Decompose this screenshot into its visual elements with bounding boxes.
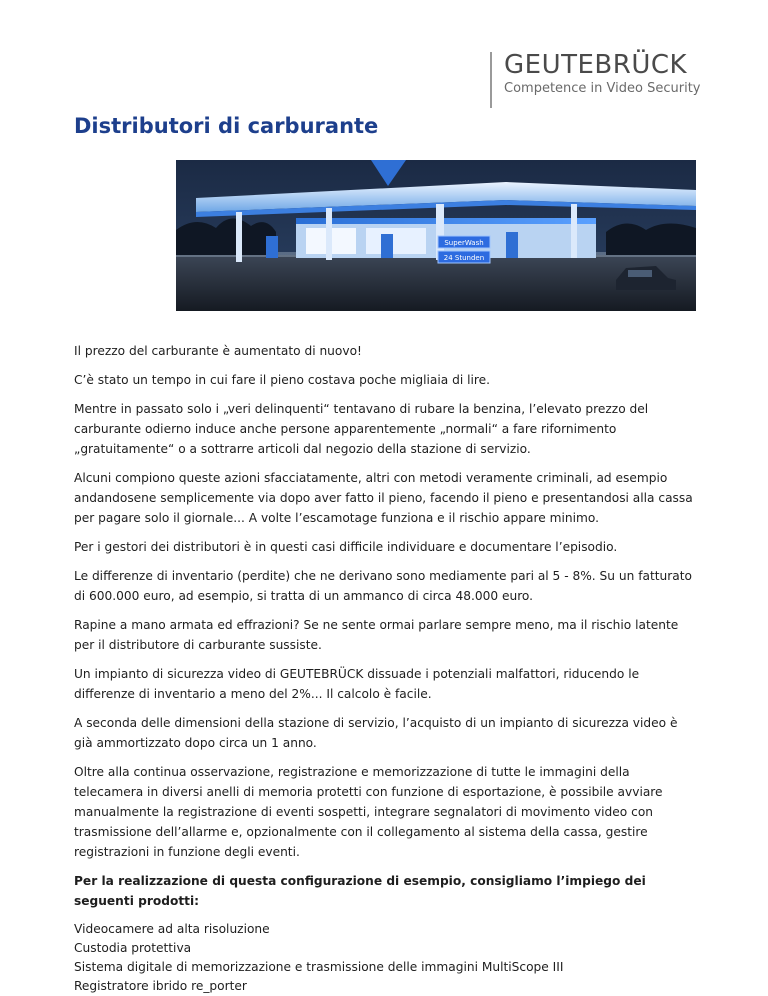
sign-24-stunden: 24 Stunden	[443, 254, 485, 262]
brand-logo	[490, 50, 730, 112]
paragraph: Rapine a mano armata ed effrazioni? Se ne sente ormai parlare sempre meno, ma il rischio latente per il distributore di carburante sussiste.	[74, 618, 679, 652]
paragraph: Un impianto di sicurezza video di GEUTEBRÜCK dissuade i potenziali malfattori, riducendo le differenze di inventario a meno del 2%... Il calcolo è facile.	[74, 667, 640, 701]
paragraph: Il prezzo del carburante è aumentato di nuovo!	[74, 344, 362, 358]
paragraph: Per i gestori dei distributori è in questi casi difficile individuare e documentare l’episodio.	[74, 540, 618, 554]
brand-name: GEUTEBRÜCK	[504, 50, 688, 80]
paragraph: Mentre in passato solo i „veri delinquenti“ tentavano di rubare la benzina, l’elevato prezzo del carburante odierno induce anche persone apparentemente „normali“ a fare rifornimento „gratuitamente“ o a sottrarre articoli dal negozio della stazione di servizio.	[74, 402, 649, 456]
logo-divider	[490, 52, 492, 108]
gas-station-photo	[176, 160, 696, 311]
brand-tagline: Competence in Video Security	[504, 81, 701, 96]
article-body	[74, 341, 696, 996]
product-item: Sistema digitale di memorizzazione e trasmissione delle immagini MultiScope III	[74, 960, 564, 974]
product-list	[74, 920, 696, 996]
paragraph: A seconda delle dimensioni della stazione di servizio, l’acquisto di un impianto di sicurezza video è già ammortizzato dopo circa un 1 anno.	[74, 716, 678, 750]
product-item: Registratore ibrido re_porter	[74, 979, 247, 993]
paragraph: Le differenze di inventario (perdite) che ne derivano sono mediamente pari al 5 - 8%. Su un fatturato di 600.000 euro, ad esempio, si tratta di un ammanco di circa 48.000 euro.	[74, 569, 692, 603]
paragraph: C’è stato un tempo in cui fare il pieno costava poche migliaia di lire.	[74, 373, 491, 387]
page-title: Distributori di carburante	[74, 114, 379, 138]
paragraph: Alcuni compiono queste azioni sfacciatamente, altri con metodi veramente criminali, ad esempio andandosene semplicemente via dopo aver fatto il pieno, facendo il pieno e presentandosi alla cassa per pagare solo il giornale... A volte l’escamotage funziona e il rischio appare minimo.	[74, 471, 693, 525]
paragraph: Oltre alla continua osservazione, registrazione e memorizzazione di tutte le immagini della telecamera in diversi anelli di memoria protetti con funzione di esportazione, è possibile avviare manualmente la registrazione di eventi sospetti, integrare segnalatori di movimento video con trasmissione dell’allarme e, opzionalmente con il collegamento al sistema della cassa, gestire registrazioni in funzione degli eventi.	[74, 765, 663, 859]
product-item: Custodia protettiva	[74, 941, 192, 955]
product-item: Videocamere ad alta risoluzione	[74, 922, 270, 936]
sign-superwash: SuperWash	[444, 239, 484, 247]
recommendation-heading: Per la realizzazione di questa configurazione di esempio, consigliamo l’impiego dei seguenti prodotti:	[74, 874, 646, 908]
